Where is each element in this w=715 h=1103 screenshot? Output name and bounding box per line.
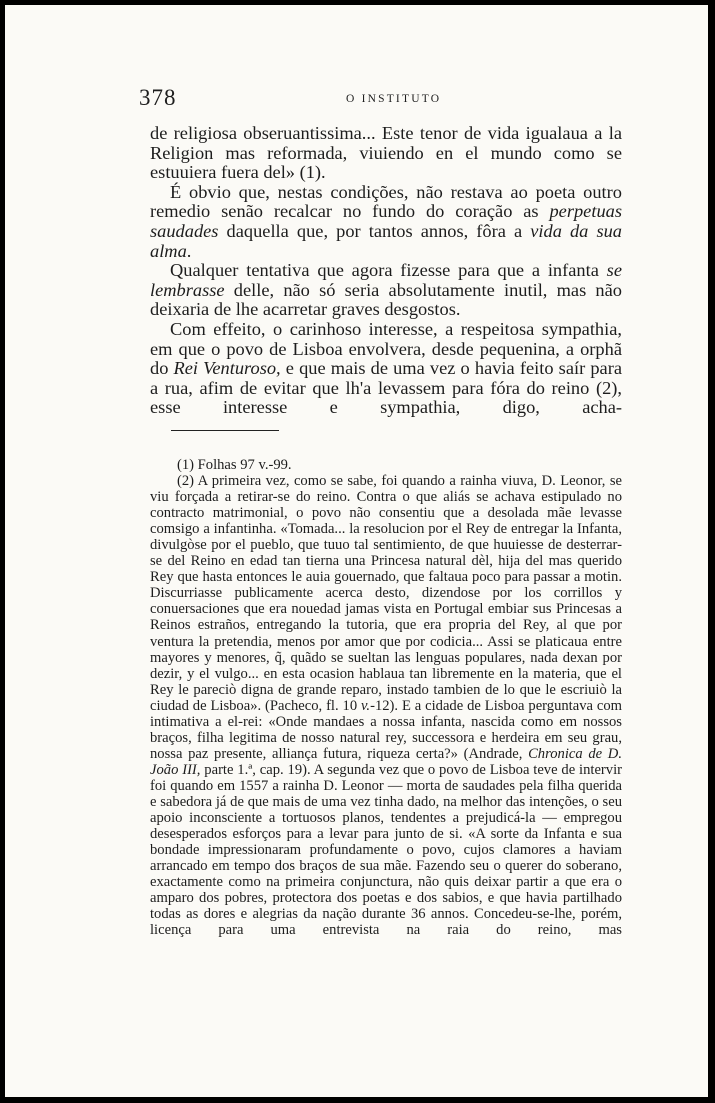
paragraph-4 [150,320,622,418]
footnote-2-text-e: parte 1.ª, cap. 19). A segunda vez que o povo de Lisboa teve de intervir foi quando em 1557 a rainha D. Leonor — morta de saudades pela filha querida e sabedora já de que mais de uma vez tinha dado, na melhor das intenções, o seu apoio inconsciente a tortuosos planos, tendentes a prejudicá-la — empregou desesperados esforços para a levar para junto de si. «A sorte da Infanta e sua bondade impressionaram profundamente o povo, cujos clamores a haviam arrancado em tempo dos braços de sua mãe. Fazendo seu o querer do soberano, exactamente como na primeira conjunctura, não quis deixar partir a que era o amparo dos pobres, protectora dos poetas e dos sabios, e que havia partilhado todas as dores e alegrias da nação durante 36 annos. Concedeu-se-lhe, porém, licença para uma entrevista na raia do reino, mas [150,761,622,939]
footnote-2-emphasis-a: v. [361,697,371,714]
footnote-divider [171,430,279,431]
footnote-1-text: (1) Folhas 97 v.-99. [177,457,292,473]
paragraph-1 [150,124,622,183]
paragraph-4-emphasis: Rei Venturoso, [173,358,281,379]
book-page [5,5,708,1097]
paragraph-2-emphasis-a: perpetuas saudades [150,201,622,241]
paragraph-3-text-a: Qualquer tentativa que agora fizesse para que a infanta [170,260,607,281]
paragraph-2 [150,183,622,261]
footnote-1 [150,457,622,473]
paragraph-2-text-c: daquella que, por tantos annos, fôra a [218,220,531,241]
paragraph-2-text-a: É obvio que, nestas condições, não restava ao poeta outro remedio senão recalcar no fundo do coração as [150,181,622,222]
footnotes [150,457,622,938]
paragraph-2-emphasis-b: vida da sua alma [150,220,622,261]
running-title: O INSTITUTO [346,93,442,105]
footnote-2 [150,473,622,938]
footnote-2-emphasis-b: Chronica de D. João III, [150,745,622,778]
paragraph-2-text-e: . [186,240,192,261]
footnote-2-text-a: (2) A primeira vez, como se sabe, foi quando a rainha viuva, D. Leonor, se viu forçada a retirar-se do reino. Contra o que aliás se achava estipulado no contracto matrimonial, o povo não consentiu que a desolada mãe levasse comsigo a infantinha. «Tomada... la resolucion por el Rey de entregar la Infanta, divulgòse por el pueblo, que tuuo tal sentimiento, de que huuiesse de desterrar-se del Reino en edad tan tierna una Princesa natural dèl, hija del mas querido Rey que hasta entonces le auia gouernado, que faltaua poco para passar a motin. Discurriasse publicamente acerca desto, dizendose por los corrillos y conuersaciones que era nouedad jamas vista en Portugal embiar sus Princesas a Reinos estraños, entregando la tutoria, que era propria del Rey, al que por ventura la pretendia, menos por amor que por codicia... Assi se platicaua entre mayores y menores, q̃, quãdo se sueltan las lenguas populares, nada dexan por dezir, y el vulgo... en esta ocasion hablaua tan libremente en la materia, que el Rey le pareciò digna de grande reparo, instado tambien de lo que le escriuiò la ciudad de Lisboa». (Pacheco, fl. 10 [150,473,622,714]
paragraph-4-text-a: Com effeito, o carinhoso interesse, a respeitosa sympathia, em que o povo de Lisboa envolvera, desde pequenina, a orphã do [150,318,622,379]
page-header [5,85,708,111]
paragraph-3 [150,261,622,320]
paragraph-3-emphasis: se lembrasse [150,260,622,300]
paragraph-4-text-c: e que mais de uma vez o havia feito saír para a rua, afim de evitar que lh'a levassem para fóra do reino (2), esse interesse e sympathia, digo, acha- [150,358,622,418]
paragraph-3-text-c: delle, não só seria absolutamente inutil, mas não deixaria de lhe acarretar graves desgostos. [150,279,622,320]
page-number: 378 [139,85,177,110]
paragraph-1-text: de religiosa obseruantissima... Este tenor de vida igualaua a la Religion mas reformada, viuiendo en el mundo como se estuuiera fuera del» (1). [150,123,622,183]
body-text [150,124,622,418]
footnote-2-text-c: -12). E a cidade de Lisboa perguntava com intimativa a el-rei: «Onde mandaes a nossa infanta, nascida como em nossos braços, filha legitima de nosso natural rey, successora e herdeira em seu grau, nossa paz presente, alliança futura, riqueza certa?» (Andrade, [150,697,622,762]
